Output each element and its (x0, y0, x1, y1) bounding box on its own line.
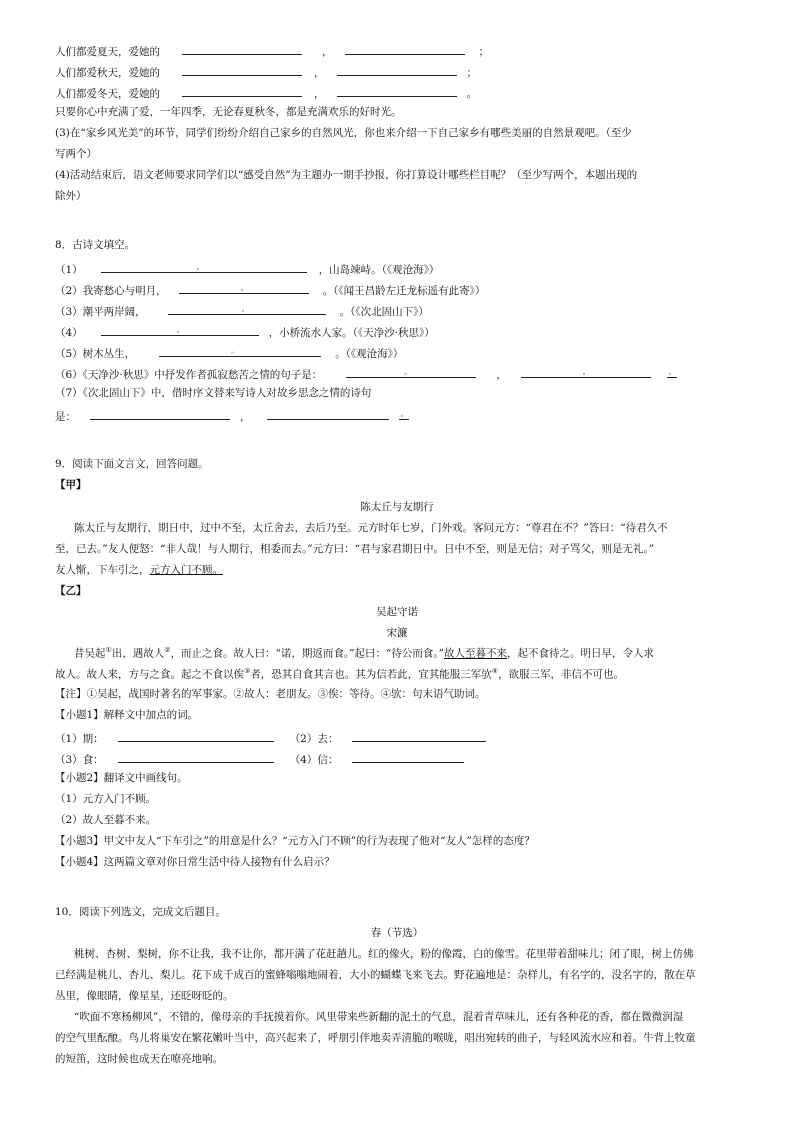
passage-yi-title: 吴起守诺 (376, 606, 418, 618)
passage-notes: 【注】①吴起，战国时著名的军事家。②故人：老朋友。③俟：等待。④欤：句末语气助词。 (55, 688, 486, 700)
answer-blank[interactable] (345, 44, 465, 55)
answer-blank[interactable] (118, 731, 274, 742)
passage-spring-line-1: 桃树、杏树、梨树，你不让我，我不让你，都开满了花赶趟儿。红的像火，粉的像霞，白的像雪。花里带着甜味儿；闭了眼，树上仿佛 (74, 948, 694, 960)
poem-item-7: （7）《次北固山下》中，借时序文替来写诗人对故乡思念之情的诗句 (55, 387, 372, 399)
passage-spring-line-6: 的短笛，这时候也成天在嘹亮地响。 (55, 1053, 223, 1065)
passage-yi-line-2: 故人。故人来，方与之食。起之不食以俟③者，恐其自食其言也。其为信若此，宜其能服三军欤④，欲服三军，非信不可也。 (55, 667, 625, 681)
passage-yi-line-1: 昔吴起①出，遇故人②，而止之食。故人曰：“诺，期返而食。”起曰：“待公而食。”故人至暮不来，起不食待之。明日早，令人求 (74, 646, 655, 660)
passage-jia-line-1: 陈太丘与友期行，期日中，过中不至，太丘舍去，去后乃至。元方时年七岁，门外戏。客问元方：“尊君在不？”答曰：“待君久不 (74, 522, 668, 534)
question-7-4-cont: 除外） (55, 190, 87, 202)
passage-spring-line-3: 丛里，像眼睛，像星星，还眨呀眨的。 (55, 990, 234, 1002)
fill-line-winter: 人们都爱冬天，爱她的 ， 。 (55, 88, 477, 100)
section-jia-label: 【甲】 (55, 479, 87, 491)
answer-blank[interactable]: 。 (521, 367, 651, 378)
passage-spring-line-4: “吹面不寒杨柳风”，不错的，像母亲的手抚摸着你。风里带来些新翻的泥土的气息，混着青草味儿，还有各种花的香，都在微微润湿 (74, 1011, 684, 1023)
answer-blank[interactable] (352, 752, 464, 763)
question-7-4: (4)活动结束后，语文老师要求同学们以“感受自然”为主题办一期手抄报，你打算设计哪些栏目呢？（至少写两个，本题出现的 (55, 169, 638, 181)
fill-line-autumn: 人们都爱秋天，爱她的 ， ； (55, 67, 477, 79)
answer-blank[interactable] (118, 752, 274, 763)
poem-item-5: （5）树木丛生， 。 。（《观沧海》） (55, 347, 404, 360)
subquestion-1: 【小题1】解释文中加点的词。 (55, 709, 199, 721)
passage-yi-author: 宋濂 (386, 627, 408, 639)
fill-line-summer: 人们都爱夏天，爱她的 ， ； (55, 46, 489, 58)
translate-item-1: （1）元方入门不顾。 (55, 793, 157, 805)
answer-blank[interactable]: 。 (179, 283, 309, 294)
question-10-title: 10．阅读下列选文，完成文后题目。 (55, 906, 226, 918)
question-7-3: (3)在“家乡风光美”的环节，同学们纷纷介绍自己家乡的自然风光，你也来介绍一下自己家乡有哪些美丽的自然景观吧。（至少 (55, 127, 632, 139)
answer-blank[interactable]: 。 (668, 368, 676, 376)
subquestion-4: 【小题4】这两篇文章对你日常生活中待人接物有什么启示？ (55, 856, 335, 868)
passage-spring-line-5: 的空气里酝酿。鸟儿将巢安在繁花嫩叶当中，高兴起来了，呼朋引伴地卖弄清脆的喉咙，唱出宛转的曲子，与轻风流水应和着。牛背上牧童 (55, 1032, 696, 1044)
passage-spring-line-2: 已经满是桃儿、杏儿、梨儿。花下成千成百的蜜蜂嗡嗡地闹着，大小的蝴蝶飞来飞去。野花遍地是：杂样儿，有名字的，没名字的，散在草 (55, 969, 696, 981)
poem-item-4: （4） 。 ，小桥流水人家。（《天净沙·秋思》） (55, 326, 435, 339)
poem-item-6: （6）《天净沙·秋思》中抒发作者孤寂愁苦之情的句子是： 。 ， 。 。 (55, 368, 676, 381)
underlined-sentence: 故人至暮不来 (444, 647, 508, 660)
passage-jia-title: 陈太丘与友期行 (360, 501, 434, 513)
question-8-title: 8．古诗文填空。 (55, 239, 136, 251)
section-yi-label: 【乙】 (55, 585, 87, 597)
passage-jia-line-3: 友人惭，下车引之，元方入门不顾。 (55, 564, 223, 576)
word-items-row-2: （3）食： （4）信： (55, 752, 464, 766)
answer-blank[interactable] (267, 409, 389, 420)
word-items-row-1: （1）期： （2）去： (55, 731, 486, 745)
underlined-sentence: 元方入门不顾。 (149, 564, 223, 576)
question-7-3-cont: 写两个） (55, 148, 97, 160)
passage-jia-line-2: 至，已去。”友人便怒：“非人哉！与人期行，相委而去。”元方曰：“君与家君期日中。日中不至，则是无信；对子骂父，则是无礼。” (55, 543, 655, 555)
answer-blank[interactable]: 。 (101, 262, 307, 273)
poem-item-1: （1） 。 ，山岛竦峙。（《观沧海》） (55, 263, 440, 276)
subquestion-2: 【小题2】翻译文中画线句。 (55, 772, 188, 784)
answer-blank[interactable] (90, 409, 230, 420)
question-9-title: 9．阅读下面文言文，回答问题。 (55, 458, 209, 470)
poem-item-7-answer: 是： ， 。 (55, 410, 408, 423)
answer-blank[interactable] (182, 86, 302, 97)
answer-blank[interactable]: 。 (159, 346, 321, 357)
summary-sentence: 只要你心中充满了爱，一年四季，无论春夏秋冬，都是充满欢乐的好时光。 (55, 106, 402, 118)
answer-blank[interactable] (352, 731, 486, 742)
answer-blank[interactable]: 。 (101, 325, 259, 336)
poem-item-3: （3）潮平两岸阔， 。 。（《次北固山下》） (55, 305, 429, 318)
answer-blank[interactable] (182, 44, 302, 55)
answer-blank[interactable]: 。 (400, 410, 408, 418)
answer-blank[interactable] (337, 65, 457, 76)
subquestion-3: 【小题3】甲文中友人“下车引之”的用意是什么？“元方入门不顾”的行为表现了他对“友人”怎样的态度？ (55, 835, 535, 847)
poem-item-2: （2）我寄愁心与明月， 。 。（《闻王昌龄左迁龙标遥有此寄》） (55, 284, 486, 297)
answer-blank[interactable] (182, 65, 302, 76)
passage-spring-title: 春（节选） (370, 927, 424, 939)
answer-blank[interactable]: 。 (346, 367, 476, 378)
answer-blank[interactable] (337, 86, 457, 97)
translate-item-2: （2）故人至暮不来。 (55, 814, 157, 826)
answer-blank[interactable]: 。 (168, 304, 326, 315)
